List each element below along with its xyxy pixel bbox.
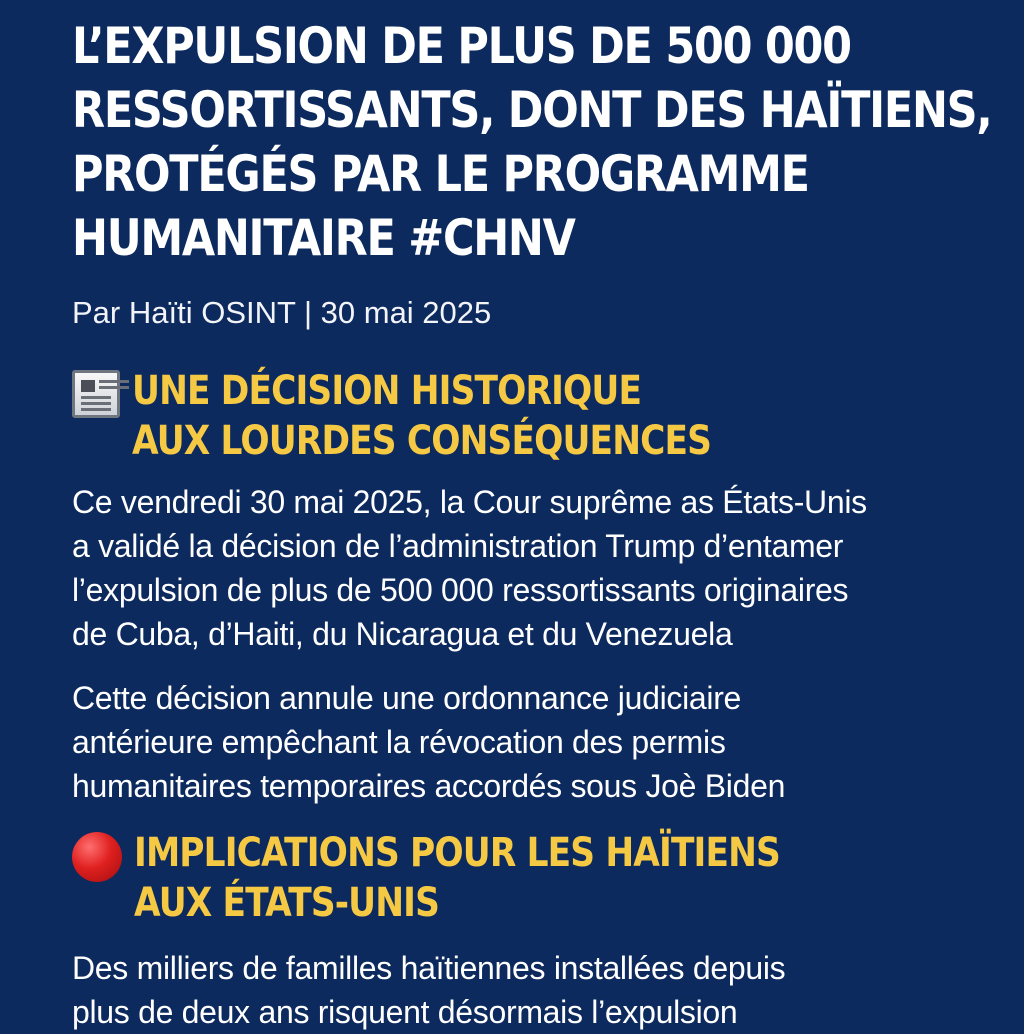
title-line: PROTÉGÉS PAR LE PROGRAMME bbox=[72, 145, 809, 203]
article-title bbox=[72, 14, 1009, 270]
paragraph bbox=[72, 676, 1024, 808]
paragraph-line: Des milliers de familles haïtiennes installées depuis bbox=[72, 950, 786, 986]
section-heading bbox=[72, 828, 894, 928]
paragraph-line: Cette décision annule une ordonnance judiciaire bbox=[72, 680, 742, 716]
paragraph-line: antérieure empêchant la révocation des permis bbox=[72, 724, 726, 760]
paragraph bbox=[72, 480, 1024, 656]
newspaper-icon bbox=[72, 370, 120, 418]
paragraph-line: de Cuba, d’Haiti, du Nicaragua et du Venezuela bbox=[72, 616, 733, 652]
section-title-line: AUX LOURDES CONSÉQUENCES bbox=[132, 418, 712, 464]
section-title bbox=[134, 828, 788, 928]
paragraph-line: a validé la décision de l’administration Trump d’entamer bbox=[72, 528, 844, 564]
section-title-line: IMPLICATIONS POUR LES HAÏTIENS bbox=[134, 830, 780, 876]
title-line: HUMANITAIRE #CHNV bbox=[72, 209, 575, 267]
paragraph-line: humanitaires temporaires accordés sous Joè Biden bbox=[72, 768, 786, 804]
section-title bbox=[132, 366, 786, 466]
section-title-line: UNE DÉCISION HISTORIQUE bbox=[132, 368, 642, 414]
section-title-line: AUX ÉTATS-UNIS bbox=[134, 880, 440, 926]
title-line: L’EXPULSION DE PLUS DE 500 000 bbox=[72, 17, 851, 75]
red-circle-icon bbox=[72, 832, 122, 882]
paragraph-line: plus de deux ans risquent désormais l’expulsion bbox=[72, 994, 738, 1030]
paragraph-line: Ce vendredi 30 mai 2025, la Cour suprême as États-Unis bbox=[72, 484, 867, 520]
title-line: RESSORTISSANTS, DONT DES HAÏTIENS, bbox=[72, 81, 992, 139]
article bbox=[72, 14, 1012, 1030]
byline: Par Haïti OSINT | 30 mai 2025 bbox=[72, 295, 492, 330]
section-heading bbox=[72, 366, 892, 466]
paragraph-line: l’expulsion de plus de 500 000 ressortissants originaires bbox=[72, 572, 849, 608]
paragraph bbox=[72, 946, 1024, 1034]
